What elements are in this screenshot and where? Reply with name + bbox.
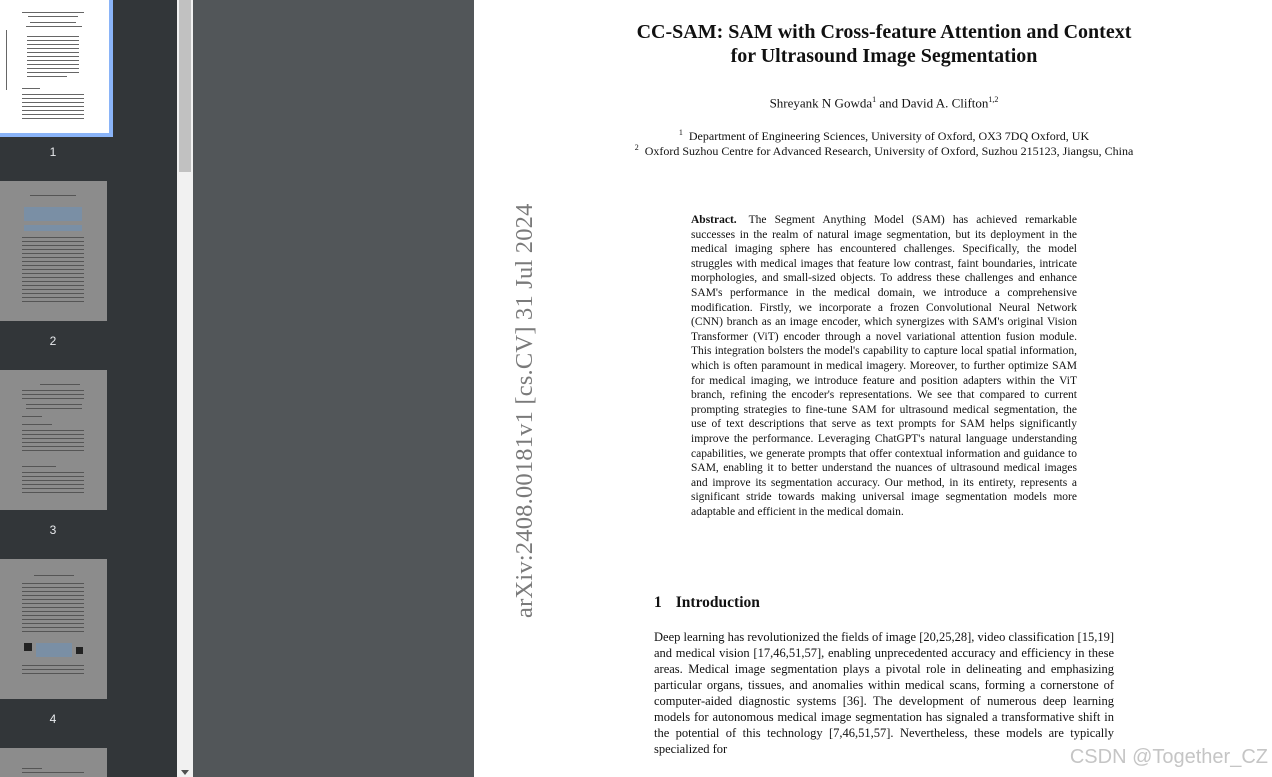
author-name: Shreyank N Gowda bbox=[769, 95, 873, 111]
paper-title: CC-SAM: SAM with Cross-feature Attention and Context for Ultrasound Image Segmentation bbox=[636, 21, 1132, 67]
affiliation-2 bbox=[624, 140, 1144, 159]
thumbnail-image bbox=[0, 748, 107, 777]
affiliation-text: Oxford Suzhou Centre for Advanced Research, University of Oxford, Suzhou 215123, Jiangsu, China bbox=[644, 144, 1134, 158]
thumbnail-page-number: 1 bbox=[49, 145, 57, 159]
affiliation-text: Department of Engineering Sciences, University of Oxford, OX3 7DQ Oxford, UK bbox=[688, 129, 1090, 143]
watermark: CSDN @Together_CZ bbox=[1069, 746, 1268, 768]
author-name: David A. Clifton bbox=[901, 95, 989, 111]
author-line bbox=[654, 95, 1114, 111]
section-heading bbox=[654, 594, 760, 612]
sidebar-scrollbar[interactable] bbox=[177, 0, 193, 777]
thumbnail-sidebar bbox=[0, 0, 177, 777]
thumbnail-page-number: 3 bbox=[49, 523, 57, 537]
section-title: Introduction bbox=[675, 594, 760, 611]
thumbnail-image bbox=[0, 0, 113, 137]
scroll-down-arrow-icon[interactable] bbox=[181, 770, 189, 775]
thumbnail-page-number: 2 bbox=[49, 334, 57, 348]
author-separator: and bbox=[876, 95, 902, 111]
author-affiliation-mark: 1 bbox=[872, 95, 877, 104]
abstract-label: Abstract. bbox=[691, 214, 737, 226]
abstract-text: The Segment Anything Model (SAM) has achieved remarkable successes in the realm of natural image segmentation, but its deployment in the medical imaging sphere has encountered challenges. Specifically, the model struggles with medical images that feature low contrast, faint boundaries, intricate morphologies, and small-sized objects. To address these challenges and enhance SAM's performance in the medical domain, we introduce a comprehensive modification. Firstly, we incorporate a frozen Convolutional Neural Network (CNN) branch as an image encoder, which synergizes with SAM's original Vision Transformer (ViT) encoder through a novel variational attention fusion module. This integration bolsters the model's capability to capture local spatial information, which is often paramount in medical imagery. Moreover, to further optimize SAM for medical imaging, we introduce feature and position adapters within the ViT branch, refining the encoder's representations. We see that compared to current prompting strategies to fine-tune SAM for ultrasound medical segmentation, the use of text descriptions that serve as text prompts for SAM helps significantly improve the performance. Leveraging ChatGPT's natural language understanding capabilities, we generate prompts that offer contextual information and guidance to SAM, enabling it to better understand the nuances of ultrasound medical images and improve its segmentation accuracy. Our method, in its entirety, represents a significant stride towards making universal image segmentation models more adaptable and efficient in the medical domain. bbox=[691, 214, 1078, 518]
arxiv-stamp: arXiv:2408.00181v1 [cs.CV] 31 Jul 2024 bbox=[511, 203, 538, 618]
affiliation-mark: 2 bbox=[634, 143, 639, 152]
introduction-paragraph: Deep learning has revolutionized the fields of image [20,25,28], video classification [15,19] and medical vision [17,46,51,57], enabling unprecedented accuracy and efficiency in these areas. Medical image segmentation plays a pivotal role in delineating and emphasizing particular organs, tissues, and anomalies within medical scans, forming a cornerstone of computer-aided diagnostic systems [36]. The development of numerous deep learning models for autonomous medical image segmentation has signaled a transformative shift in the potential of this technology [7,46,51,57]. Nevertheless, these models are typically specialized for bbox=[654, 630, 1114, 756]
thumbnail-image bbox=[0, 181, 107, 321]
thumbnail-image bbox=[0, 559, 107, 699]
thumbnail-page-number: 4 bbox=[49, 712, 57, 726]
author-affiliation-mark: 1,2 bbox=[988, 95, 999, 104]
affiliation-mark: 1 bbox=[678, 128, 683, 137]
pdf-page bbox=[474, 0, 1272, 777]
thumbnail-image bbox=[0, 370, 107, 510]
section-number: 1 bbox=[654, 594, 662, 611]
abstract bbox=[691, 213, 1077, 519]
scrollbar-thumb[interactable] bbox=[179, 0, 191, 172]
